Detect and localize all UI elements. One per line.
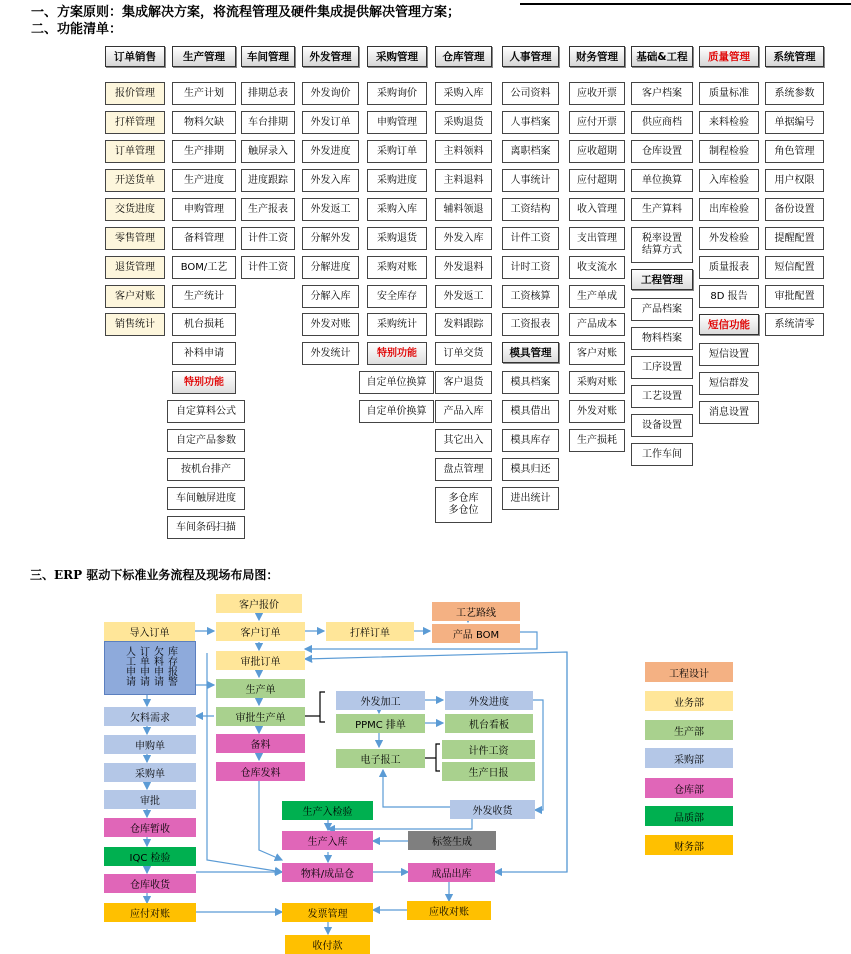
module-1-item: 生产排期: [172, 140, 236, 163]
module-5-item: 产品入库: [435, 400, 492, 423]
module-4-item: 采购对账: [367, 256, 427, 279]
vertical-text-1: 库存报警: [165, 646, 177, 686]
production-stockin-box: 生产入库: [282, 831, 373, 850]
outsource-receipt-box: 外发收货: [450, 800, 535, 819]
module-7-item: 产品成本: [569, 313, 625, 336]
module-9-sub-item: 短信设置: [699, 343, 759, 366]
module-6-item: 人事统计: [502, 169, 559, 192]
vertical-text-3: 订单申请: [137, 646, 149, 686]
module-header-5: 仓库管理: [435, 46, 492, 67]
finished-outbound-box: 成品出库: [408, 863, 495, 882]
demand-source-box: [104, 641, 196, 695]
warehouse-issue-box: 仓库发料: [216, 762, 305, 781]
module-header-4: 采购管理: [367, 46, 427, 67]
module-header-1: 生产管理: [172, 46, 236, 67]
module-9-item: 来料检验: [699, 111, 759, 134]
module-6-item: 人事档案: [502, 111, 559, 134]
legend-item: 工程设计: [645, 662, 733, 682]
approval-box: 审批: [104, 790, 196, 809]
module-3-item: 分解进度: [302, 256, 359, 279]
module-header-0: 订单销售: [105, 46, 165, 67]
outsource-process-box: 外发加工: [336, 691, 425, 710]
module-7-item: 支出管理: [569, 227, 625, 250]
module-10-item: 审批配置: [765, 285, 824, 308]
module-1-item: BOM/工艺: [172, 256, 236, 279]
module-6-item: 离职档案: [502, 140, 559, 163]
approve-production-box: 审批生产单: [216, 707, 305, 726]
label-generation-box: 标签生成: [408, 831, 496, 850]
module-10-item: 系统清零: [765, 313, 824, 336]
module-0-item: 客户对账: [105, 285, 165, 308]
module-1-item: 生产统计: [172, 285, 236, 308]
module-7-item: 应付开票: [569, 111, 625, 134]
module-6-sub-item: 进出统计: [502, 487, 559, 510]
module-7-item: 应付超期: [569, 169, 625, 192]
module-0-item: 开送货单: [105, 169, 165, 192]
module-5-item: 主料领料: [435, 140, 492, 163]
legend-item: 业务部: [645, 691, 733, 711]
module-1-special-item: 自定产品参数: [167, 429, 245, 452]
piece-wage-box: 计件工资: [442, 740, 535, 759]
module-5-item: 盘点管理: [435, 458, 492, 481]
module-5-item: 采购入库: [435, 82, 492, 105]
legend-item: 采购部: [645, 748, 733, 768]
ar-reconcile-box: 应收对账: [407, 901, 491, 920]
module-3-item: 外发对账: [302, 313, 359, 336]
module-3-item: 外发订单: [302, 111, 359, 134]
module-4-item: 采购订单: [367, 140, 427, 163]
approve-order-box: 审批订单: [216, 651, 305, 670]
module-1-special-item: 自定算料公式: [167, 400, 245, 423]
module-10-item: 提醒配置: [765, 227, 824, 250]
module-9-item: 出库检验: [699, 198, 759, 221]
electronic-report-box: 电子报工: [336, 749, 425, 768]
module-0-item: 退货管理: [105, 256, 165, 279]
module-7-item: 收入管理: [569, 198, 625, 221]
module-6-item: 工资结构: [502, 198, 559, 221]
module-5-item: 发料跟踪: [435, 313, 492, 336]
module-header-10: 系统管理: [765, 46, 824, 67]
module-5-item: 订单交货: [435, 342, 492, 365]
module-7-item: 生产单成: [569, 285, 625, 308]
module-8-item: 生产算料: [631, 198, 693, 221]
module-1-special-item: 车间触屏进度: [167, 487, 245, 510]
module-1-item: 生产计划: [172, 82, 236, 105]
module-6-sub-item: 模具库存: [502, 429, 559, 452]
module-1-item: 生产进度: [172, 169, 236, 192]
module-9-item: 8D 报告: [699, 285, 759, 308]
module-header-2: 车间管理: [241, 46, 295, 67]
legend-item: 仓库部: [645, 778, 733, 798]
module-7-item: 生产损耗: [569, 429, 625, 452]
module-3-item: 外发入库: [302, 169, 359, 192]
module-1-item: 物料欠缺: [172, 111, 236, 134]
module-header-9: 质量管理: [699, 46, 759, 67]
module-8-sub-item: 工作车间: [631, 443, 693, 466]
module-2-item: 计件工资: [241, 227, 295, 250]
module-9-item: 质量报表: [699, 256, 759, 279]
customer-order-box: 客户订单: [216, 622, 305, 641]
module-6-item: 工资核算: [502, 285, 559, 308]
module-header-7: 财务管理: [569, 46, 625, 67]
module-3-item: 分解外发: [302, 227, 359, 250]
module-3-item: 外发询价: [302, 82, 359, 105]
module-8-sub-item: 工序设置: [631, 356, 693, 379]
module-9-item: 入库检验: [699, 169, 759, 192]
module-1-special-item: 车间条码扫描: [167, 516, 245, 539]
module-9-item: 质量标准: [699, 82, 759, 105]
module-10-item: 备份设置: [765, 198, 824, 221]
module-1-item: 备料管理: [172, 227, 236, 250]
module-0-item: 打样管理: [105, 111, 165, 134]
module-7-item: 外发对账: [569, 400, 625, 423]
purchase-order-box: 采购单: [104, 763, 196, 782]
module-8-item: 单位换算: [631, 169, 693, 192]
sample-order-box: 打样订单: [326, 622, 414, 641]
production-order-box: 生产单: [216, 679, 305, 698]
legend-item: 生产部: [645, 720, 733, 740]
outsource-progress-box: 外发进度: [445, 691, 533, 710]
machine-board-box: 机台看板: [445, 714, 533, 733]
module-6-item: 公司资料: [502, 82, 559, 105]
module-2-item: 车台排期: [241, 111, 295, 134]
module-9-item: 外发检验: [699, 227, 759, 250]
vertical-text-2: 欠料申请: [151, 646, 163, 686]
module-header-3: 外发管理: [302, 46, 359, 67]
module-4-item: 采购询价: [367, 82, 427, 105]
module-4-item: 采购退货: [367, 227, 427, 250]
warehouse-receipt-box: 仓库收货: [104, 874, 196, 893]
module-4-special-item: 自定单价换算: [359, 400, 434, 423]
module-0-item: 报价管理: [105, 82, 165, 105]
module-4-item: 申购管理: [367, 111, 427, 134]
module-8-sub-item: 产品档案: [631, 298, 693, 321]
module-2-item: 触屏录入: [241, 140, 295, 163]
module-8-sub-item: 物料档案: [631, 327, 693, 350]
vertical-text-4: 人工申请: [123, 646, 135, 686]
legend-item: 品质部: [645, 806, 733, 826]
module-0-item: 销售统计: [105, 313, 165, 336]
material-prep-box: 备料: [216, 734, 305, 753]
production-inspection-box: 生产入检验: [282, 801, 373, 820]
module-2-item: 排期总表: [241, 82, 295, 105]
customer-quote-box: 客户报价: [216, 594, 302, 613]
module-3-item: 外发统计: [302, 342, 359, 365]
module-8-sub-header: 工程管理: [631, 269, 693, 290]
module-4-item: 采购统计: [367, 313, 427, 336]
section-function-list-heading: 二、功能清单：: [31, 22, 123, 37]
purchase-request-box: 申购单: [104, 735, 196, 754]
module-3-item: 分解入库: [302, 285, 359, 308]
module-10-item: 短信配置: [765, 256, 824, 279]
payment-box: 收付款: [285, 935, 370, 954]
module-0-item: 交货进度: [105, 198, 165, 221]
module-2-item: 进度跟踪: [241, 169, 295, 192]
module-3-item: 外发进度: [302, 140, 359, 163]
module-9-sub-header: 短信功能: [699, 314, 759, 335]
module-3-item: 外发返工: [302, 198, 359, 221]
module-8-item: 仓库设置: [631, 140, 693, 163]
module-5-item: 多仓库 多仓位: [435, 487, 492, 523]
pmc-schedule-box: PPMC 排单: [336, 714, 425, 733]
iqc-inspection-box: IQC 检验: [104, 847, 196, 866]
module-header-8: 基础&工程: [631, 46, 693, 67]
module-0-item: 零售管理: [105, 227, 165, 250]
module-5-item: 外发入库: [435, 227, 492, 250]
process-route-box: 工艺路线: [432, 602, 520, 621]
module-9-sub-item: 短信群发: [699, 372, 759, 395]
module-0-item: 订单管理: [105, 140, 165, 163]
module-8-item: 税率设置 结算方式: [631, 227, 693, 263]
module-10-item: 角色管理: [765, 140, 824, 163]
module-8-sub-item: 工艺设置: [631, 385, 693, 408]
warehouse-temp-receipt-box: 仓库暂收: [104, 818, 196, 837]
section-flow-heading: 三、ERP 驱动下标准业务流程及现场布局图：: [30, 568, 279, 582]
product-bom-box: 产品 BOM: [432, 624, 520, 643]
section-principle-heading: 一、方案原则：集成解决方案，将流程管理及硬件集成提供解决管理方案；: [31, 5, 461, 20]
module-5-item: 外发返工: [435, 285, 492, 308]
module-4-item: 采购进度: [367, 169, 427, 192]
module-5-item: 其它出入: [435, 429, 492, 452]
module-2-item: 生产报表: [241, 198, 295, 221]
module-5-item: 采购退货: [435, 111, 492, 134]
module-4-special-header: 特别功能: [367, 342, 427, 365]
module-8-sub-item: 设备设置: [631, 414, 693, 437]
module-1-item: 补料申请: [172, 342, 236, 365]
module-6-item: 工资报表: [502, 313, 559, 336]
import-order-box: 导入订单: [104, 622, 195, 641]
module-4-item: 安全库存: [367, 285, 427, 308]
module-7-item: 收支流水: [569, 256, 625, 279]
shortage-demand-box: 欠料需求: [104, 707, 196, 726]
module-7-item: 客户对账: [569, 342, 625, 365]
module-1-special-item: 按机台排产: [167, 458, 245, 481]
module-7-item: 应收开票: [569, 82, 625, 105]
invoice-management-box: 发票管理: [282, 903, 373, 922]
module-header-6: 人事管理: [502, 46, 559, 67]
module-6-sub-item: 模具借出: [502, 400, 559, 423]
module-8-item: 供应商档: [631, 111, 693, 134]
module-4-item: 采购入库: [367, 198, 427, 221]
module-6-sub-header: 模具管理: [502, 342, 559, 363]
module-1-item: 机台损耗: [172, 313, 236, 336]
module-5-item: 外发退料: [435, 256, 492, 279]
module-4-special-item: 自定单位换算: [359, 371, 434, 394]
ap-reconcile-box: 应付对账: [104, 903, 196, 922]
module-1-special-header: 特别功能: [172, 371, 236, 394]
module-6-sub-item: 模具档案: [502, 371, 559, 394]
module-7-item: 采购对账: [569, 371, 625, 394]
module-1-item: 申购管理: [172, 198, 236, 221]
module-5-item: 主料退料: [435, 169, 492, 192]
module-9-sub-item: 消息设置: [699, 401, 759, 424]
module-10-item: 系统参数: [765, 82, 824, 105]
production-daily-box: 生产日报: [442, 762, 535, 781]
module-2-item: 计件工资: [241, 256, 295, 279]
module-6-item: 计件工资: [502, 227, 559, 250]
module-10-item: 单据编号: [765, 111, 824, 134]
module-8-item: 客户档案: [631, 82, 693, 105]
module-10-item: 用户权限: [765, 169, 824, 192]
module-7-item: 应收超期: [569, 140, 625, 163]
module-5-item: 辅料领退: [435, 198, 492, 221]
module-5-item: 客户退货: [435, 371, 492, 394]
module-6-sub-item: 模具归还: [502, 458, 559, 481]
module-9-item: 制程检验: [699, 140, 759, 163]
module-6-item: 计时工资: [502, 256, 559, 279]
material-warehouse-box: 物料/成品仓: [282, 863, 373, 882]
legend-item: 财务部: [645, 835, 733, 855]
